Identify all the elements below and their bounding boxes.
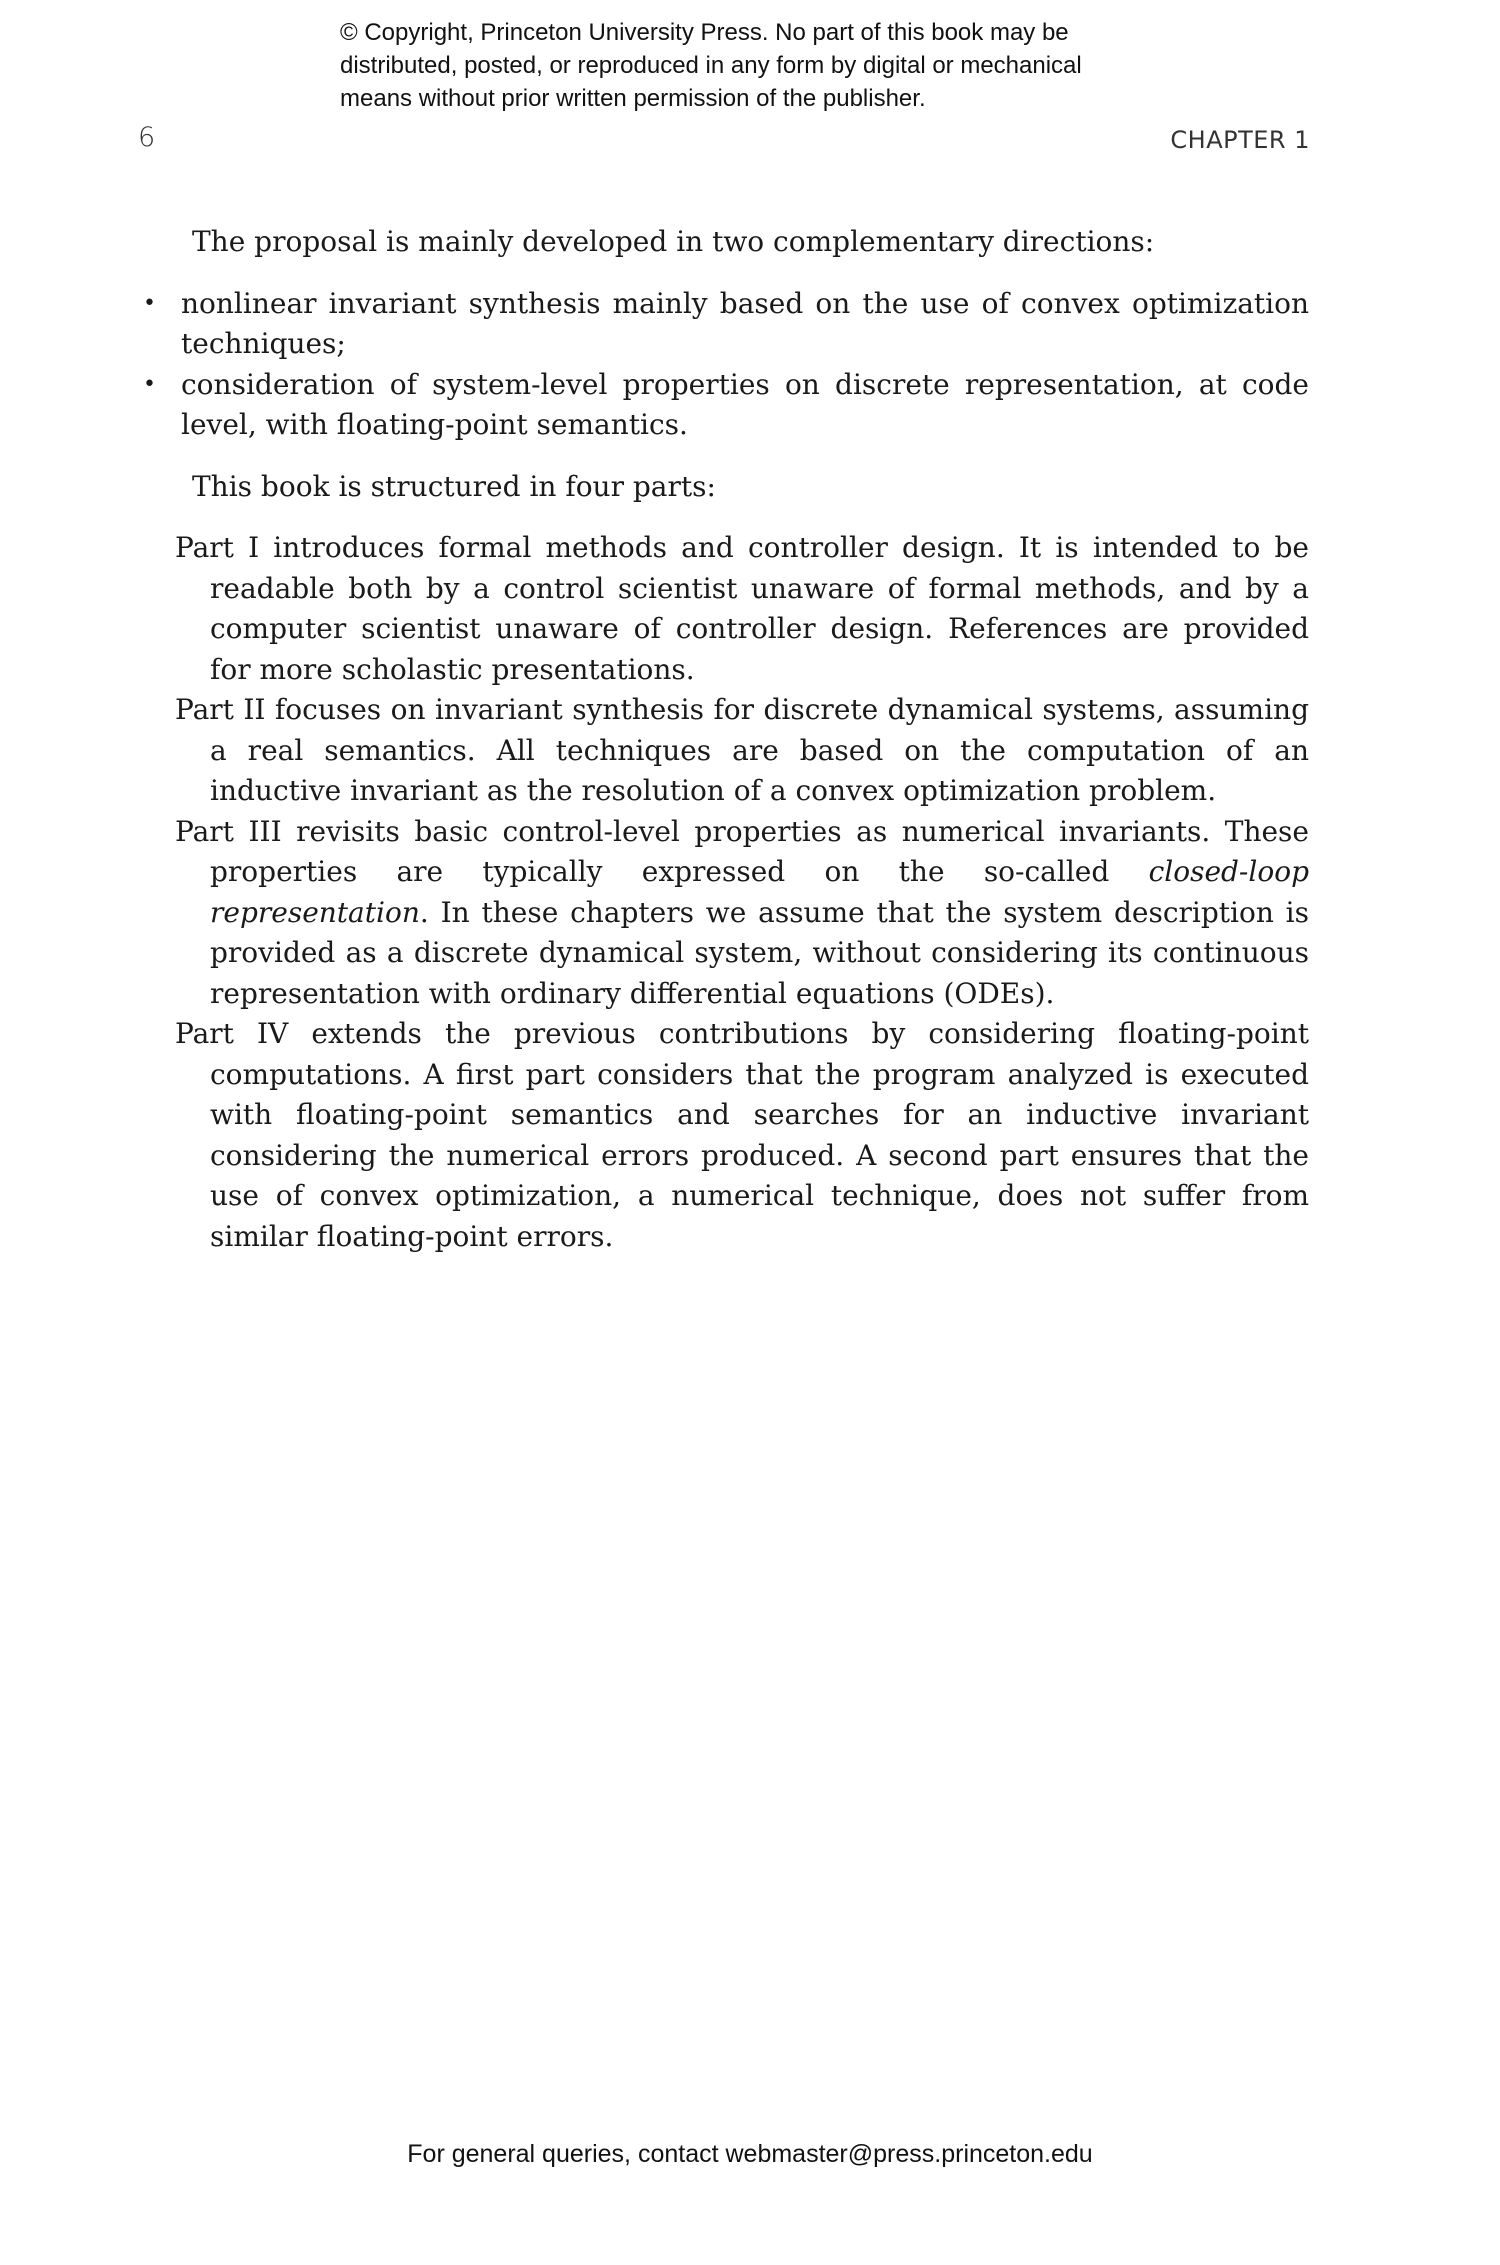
part-description-1: Part I introduces formal methods and controller design. It is intended to be readable both by a control scientist unaware of formal methods, and by a computer scientist unaware of controller design. References are provided for more scholastic presentations. bbox=[175, 531, 1309, 686]
copyright-line: © Copyright, Princeton University Press. No part of this book may be bbox=[340, 19, 1069, 46]
page-body bbox=[143, 222, 1309, 1257]
footer-contact: For general queries, contact webmaster@press.princeton.edu bbox=[407, 2140, 1093, 2168]
parts-intro-paragraph: This book is structured in four parts: bbox=[192, 469, 716, 503]
copyright-line: distributed, posted, or reproduced in any form by digital or mechanical bbox=[340, 52, 1082, 79]
list-item bbox=[143, 365, 1309, 446]
running-head: CHAPTER 1 bbox=[1170, 126, 1310, 154]
intro-paragraph: The proposal is mainly developed in two complementary directions: bbox=[192, 225, 1155, 258]
list-item-text: nonlinear invariant synthesis mainly based on the use of convex optimization techniques; bbox=[181, 286, 1309, 360]
part-description-2: Part II focuses on invariant synthesis for discrete dynamical systems, assuming a real semantics. All techniques are based on the computation of an inductive invariant as the resolution of a convex optimization problem. bbox=[175, 693, 1309, 807]
bullet-icon: • bbox=[143, 371, 156, 397]
list-item-text: consideration of system-level properties on discrete representation, at code level, with floating-point semantics. bbox=[181, 367, 1309, 441]
part-text: . In these chapters we assume that the system description is provided as a discrete dynamical system, without considering its continuous representation with ordinary differential equations (ODEs). bbox=[210, 895, 1309, 1010]
bullet-icon: • bbox=[143, 290, 156, 316]
copyright-line: means without prior written permission of the publisher. bbox=[340, 85, 926, 112]
part-text: Part III revisits basic control-level properties as numerical invariants. These properties are typically expressed on the so-called bbox=[175, 814, 1309, 888]
part-description-4: Part IV extends the previous contributions by considering floating-point computations. A first part considers that the program analyzed is executed with floating-point semantics and searches for an inductive invariant considering the numerical errors produced. A second part ensures that the use of convex optimization, a numerical technique, does not suffer from similar floating-point errors. bbox=[175, 1017, 1309, 1253]
emphasis-term: closed-loop representation bbox=[210, 855, 1309, 929]
copyright-notice bbox=[340, 16, 1240, 115]
list-item bbox=[143, 284, 1309, 365]
page-number: 6 bbox=[138, 122, 156, 153]
part-description-3 bbox=[175, 812, 1309, 1015]
directions-list bbox=[143, 284, 1309, 446]
